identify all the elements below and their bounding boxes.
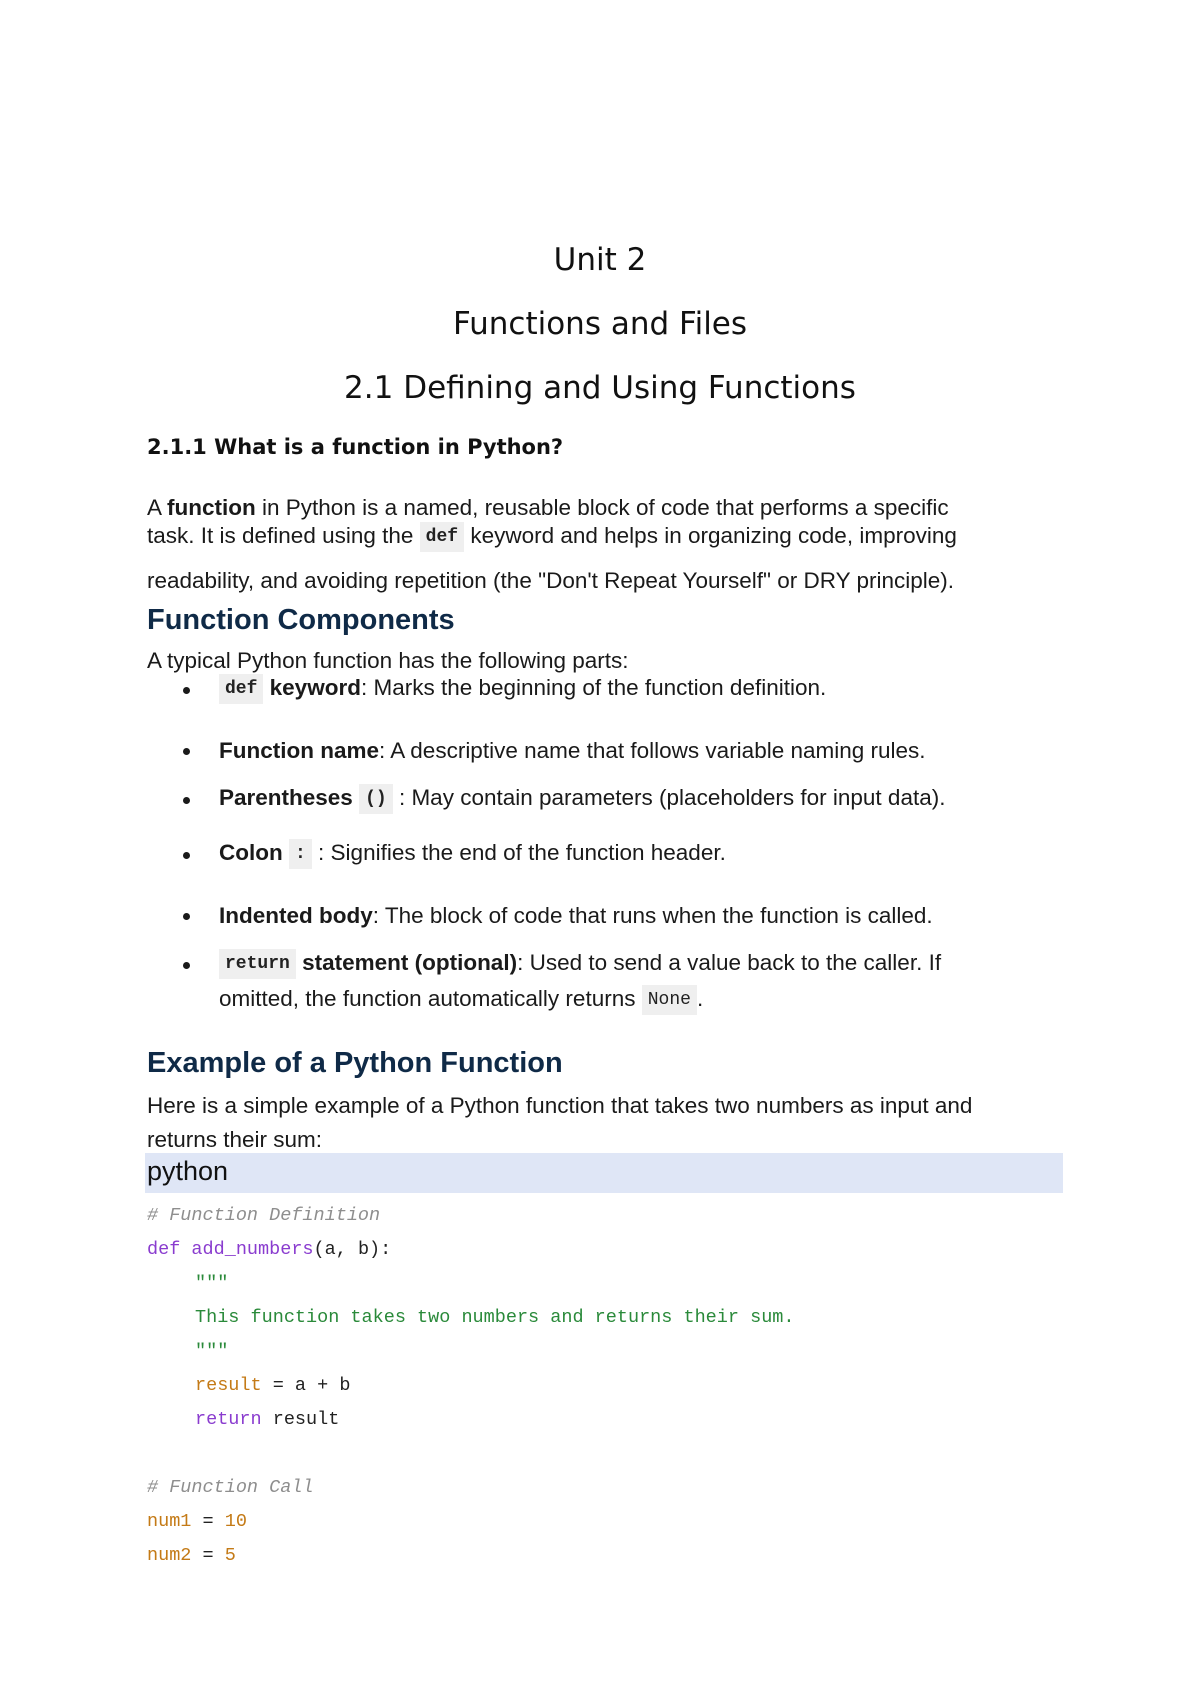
code-line [195, 1341, 228, 1362]
code-line [195, 1409, 339, 1430]
example-lead-1: Here is a simple example of a Python function that takes two numbers as input and [147, 1093, 973, 1118]
code-docstring: This function takes two numbers and returns their sum. [195, 1307, 795, 1328]
list-item-text: omitted, the function automatically returns [219, 985, 642, 1011]
list-item-text: : May contain parameters (placeholders for input data). [392, 784, 946, 810]
list-item-bold: statement (optional) [295, 949, 518, 975]
list-item-return-cont [219, 985, 703, 1015]
list-item-bold: Parentheses [219, 784, 360, 810]
list-item-text: : Marks the beginning of the function definition. [360, 674, 827, 700]
code-language-label: python [147, 1156, 229, 1186]
code-keyword: return [195, 1409, 262, 1430]
list-item-parentheses [219, 784, 945, 814]
code-line [147, 1205, 380, 1226]
code-keyword: def [147, 1239, 181, 1260]
example-heading: Example of a Python Function [147, 1047, 563, 1079]
bullet-dot [183, 913, 190, 920]
components-heading: Function Components [147, 604, 455, 636]
section-title: 2.1 Defining and Using Functions [344, 370, 856, 406]
intro-bold-term: function [167, 495, 256, 520]
code-expression: = a + b [261, 1375, 351, 1396]
code-line [147, 1239, 391, 1260]
code-language-bar [145, 1153, 1063, 1193]
list-item-text: : Used to send a value back to the caller. If [517, 949, 942, 975]
unit-title: Unit 2 [553, 242, 647, 278]
list-item-text: : Signifies the end of the function header. [311, 839, 726, 865]
inline-code-def: def [219, 674, 263, 704]
list-item-text: : A descriptive name that follows variable naming rules. [379, 738, 926, 763]
components-lead: A typical Python function has the following parts: [147, 648, 629, 673]
code-docstring: """ [195, 1273, 229, 1294]
list-item-def-keyword [219, 674, 826, 704]
list-item-bold: Colon [219, 839, 289, 865]
code-docstring: """ [195, 1341, 229, 1362]
list-item-return [219, 949, 941, 979]
list-item-indented-body [219, 903, 933, 929]
bullet-dot [183, 962, 190, 969]
bullet-dot [183, 748, 190, 755]
inline-code-def: def [420, 522, 464, 552]
code-line [147, 1545, 236, 1566]
inline-code-none: None [642, 985, 697, 1015]
intro-text: task. It is defined using the [147, 522, 420, 548]
intro-line-2 [147, 522, 957, 552]
intro-text: keyword and helps in organizing code, improving [464, 522, 957, 548]
list-item-bold: keyword [263, 674, 361, 700]
inline-code-parens: () [359, 784, 393, 814]
code-variable: result [195, 1375, 262, 1396]
inline-code-colon: : [289, 839, 312, 869]
bullet-dot [183, 797, 190, 804]
code-operator: = [191, 1511, 225, 1532]
intro-text: A [147, 495, 168, 520]
code-variable: num2 [147, 1545, 192, 1566]
chapter-title: Functions and Files [452, 306, 748, 342]
bullet-dot [183, 852, 190, 859]
code-line [147, 1477, 314, 1498]
list-item-function-name [219, 738, 926, 764]
code-expression: result [261, 1409, 340, 1430]
code-line [195, 1375, 350, 1396]
code-line [147, 1511, 247, 1532]
intro-text: in Python is a named, reusable block of code that performs a specific [255, 495, 949, 520]
code-comment: # Function Call [147, 1477, 314, 1498]
example-lead-2: returns their sum: [147, 1127, 323, 1152]
code-operator: = [191, 1545, 225, 1566]
code-variable: num1 [147, 1511, 192, 1532]
list-item-text: : The block of code that runs when the function is called. [372, 903, 933, 928]
list-item-text: . [696, 985, 704, 1011]
code-function-name: add_numbers [180, 1239, 314, 1260]
subsection-heading: 2.1.1 What is a function in Python? [147, 435, 564, 459]
list-item-bold: Indented body [219, 903, 373, 928]
list-item-bold: Function name [219, 738, 380, 763]
code-number: 10 [224, 1511, 247, 1532]
code-args: (a, b): [313, 1239, 392, 1260]
bullet-dot [183, 687, 190, 694]
intro-line-1 [147, 495, 949, 521]
inline-code-return: return [219, 949, 296, 979]
code-comment: # Function Definition [147, 1205, 381, 1226]
code-line [195, 1273, 228, 1294]
code-line [195, 1307, 795, 1328]
list-item-colon [219, 839, 726, 869]
code-number: 5 [224, 1545, 236, 1566]
intro-line-3: readability, and avoiding repetition (the "Don't Repeat Yourself" or DRY principle). [147, 568, 954, 593]
